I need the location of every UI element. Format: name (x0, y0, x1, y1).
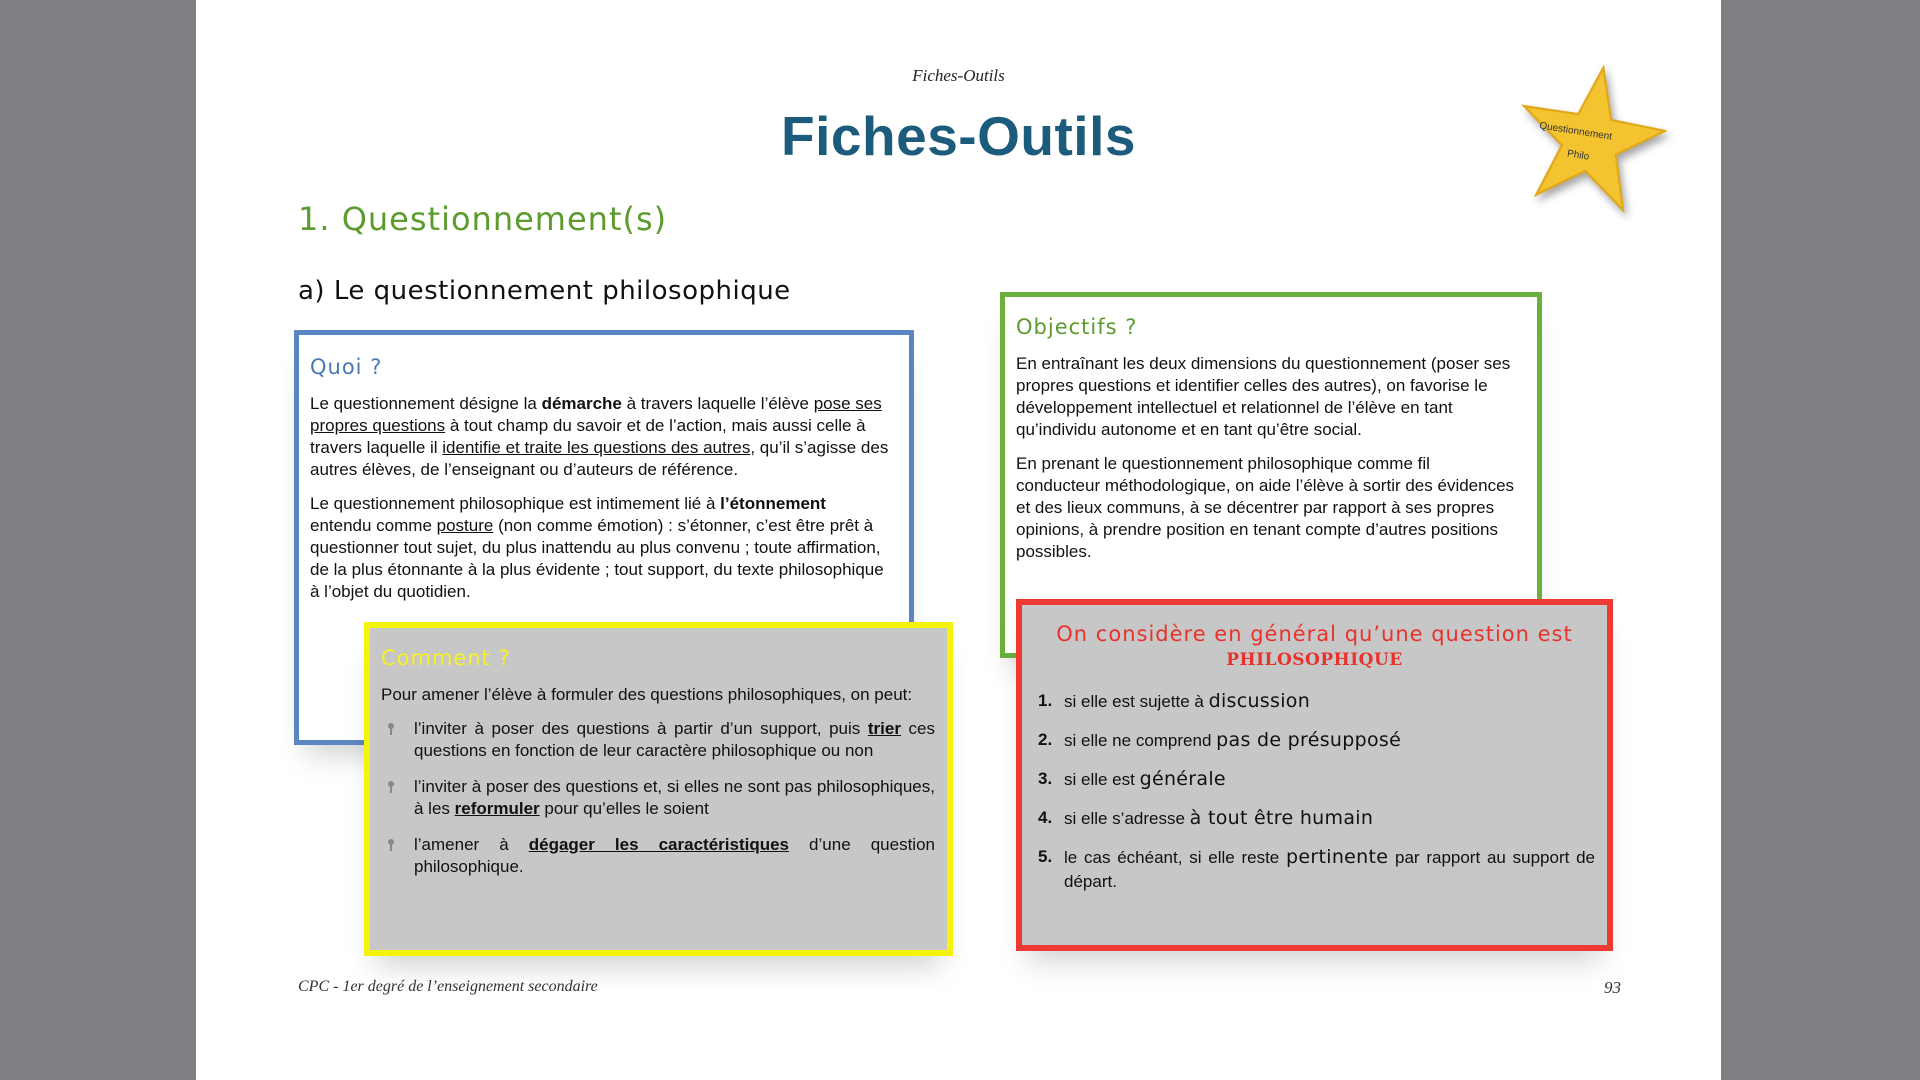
pin-bullet-icon (386, 722, 396, 736)
section-heading: 1. Questionnement(s) (298, 200, 668, 238)
philosophique-box (1016, 599, 1613, 951)
comment-title: Comment ? (381, 646, 511, 670)
list-item: l’inviter à poser des questions à partir d’un support, puis trier ces questions en fonction de leur caractère philosophique ou non (381, 718, 935, 762)
quoi-paragraph-1: Le questionnement désigne la démarche à travers laquelle l’élève pose ses propres questions à tout champ du savoir et de l’action, mais aussi celle à travers laquelle il identifie et traite les questions des autres, qu’il s’agisse des autres élèves, de l’enseignant ou d’auteurs de référence. (310, 394, 889, 479)
criteria-list (1034, 689, 1595, 894)
list-item: l’inviter à poser des questions et, si elles ne sont pas philosophiques, à les reformuler pour qu’elles le soient (381, 776, 935, 820)
comment-intro: Pour amener l’élève à formuler des questions philosophiques, on peut: (381, 685, 913, 704)
list-item: 5. le cas échéant, si elle reste pertinente par rapport au support de départ. (1038, 846, 1596, 891)
objectifs-paragraph-2: En prenant le questionnement philosophique comme fil conducteur méthodologique, on aide l’élève à sortir des évidences et des lieux communs, à se décentrer par rapport à ses propres opinions, à prendre position en tenant compte d’autres positions possibles. (1016, 454, 1515, 561)
philo-heading: On considère en général qu’une question est PHILOSOPHIQUE (1034, 621, 1595, 673)
badge-line2: Philo (1566, 148, 1590, 163)
list-item: 2. si elle ne comprend pas de présupposé (1038, 729, 1402, 751)
philo-heading-caps: PHILOSOPHIQUE (1226, 650, 1403, 670)
comment-box (364, 622, 953, 956)
objectifs-title: Objectifs ? (1016, 315, 1138, 339)
quoi-title: Quoi ? (310, 355, 383, 379)
footer-text: CPC - 1er degré de l’enseignement secondaire (298, 978, 598, 995)
star-badge (1515, 62, 1667, 214)
pin-bullet-icon (386, 838, 396, 852)
list-item: l’amener à dégager les caractéristiques d’une question philosophique. (381, 834, 935, 878)
comment-list (381, 718, 935, 878)
pin-bullet-icon (386, 780, 396, 794)
running-header: Fiches-Outils (912, 66, 1005, 85)
page-title: Fiches-Outils (781, 105, 1136, 167)
badge-line1: Questionnement (1538, 120, 1613, 143)
list-item: 4. si elle s’adresse à tout être humain (1038, 807, 1374, 829)
page-number: 93 (1604, 978, 1621, 997)
sub-heading: a) Le questionnement philosophique (298, 276, 791, 306)
quoi-paragraph-2: Le questionnement philosophique est intimement lié à l’étonnement entendu comme posture (non comme émotion) : s’étonner, c’est être prêt à questionner tout sujet, du plus inattendu au plus convenu ; toute affirmation, de la plus étonnante à la plus évidente ; tout support, du texte philosophique à l’objet du quotidien. (310, 494, 884, 601)
document-page (196, 0, 1721, 1080)
list-item: 1. si elle est sujette à discussion (1038, 690, 1311, 712)
list-item: 3. si elle est générale (1038, 768, 1226, 790)
objectifs-paragraph-1: En entraînant les deux dimensions du questionnement (poser ses propres questions et identifier celles des autres), on favorise le développement intellectuel et relationnel de l’élève en tant qu’individu autonome et en tant qu’être social. (1016, 354, 1511, 439)
